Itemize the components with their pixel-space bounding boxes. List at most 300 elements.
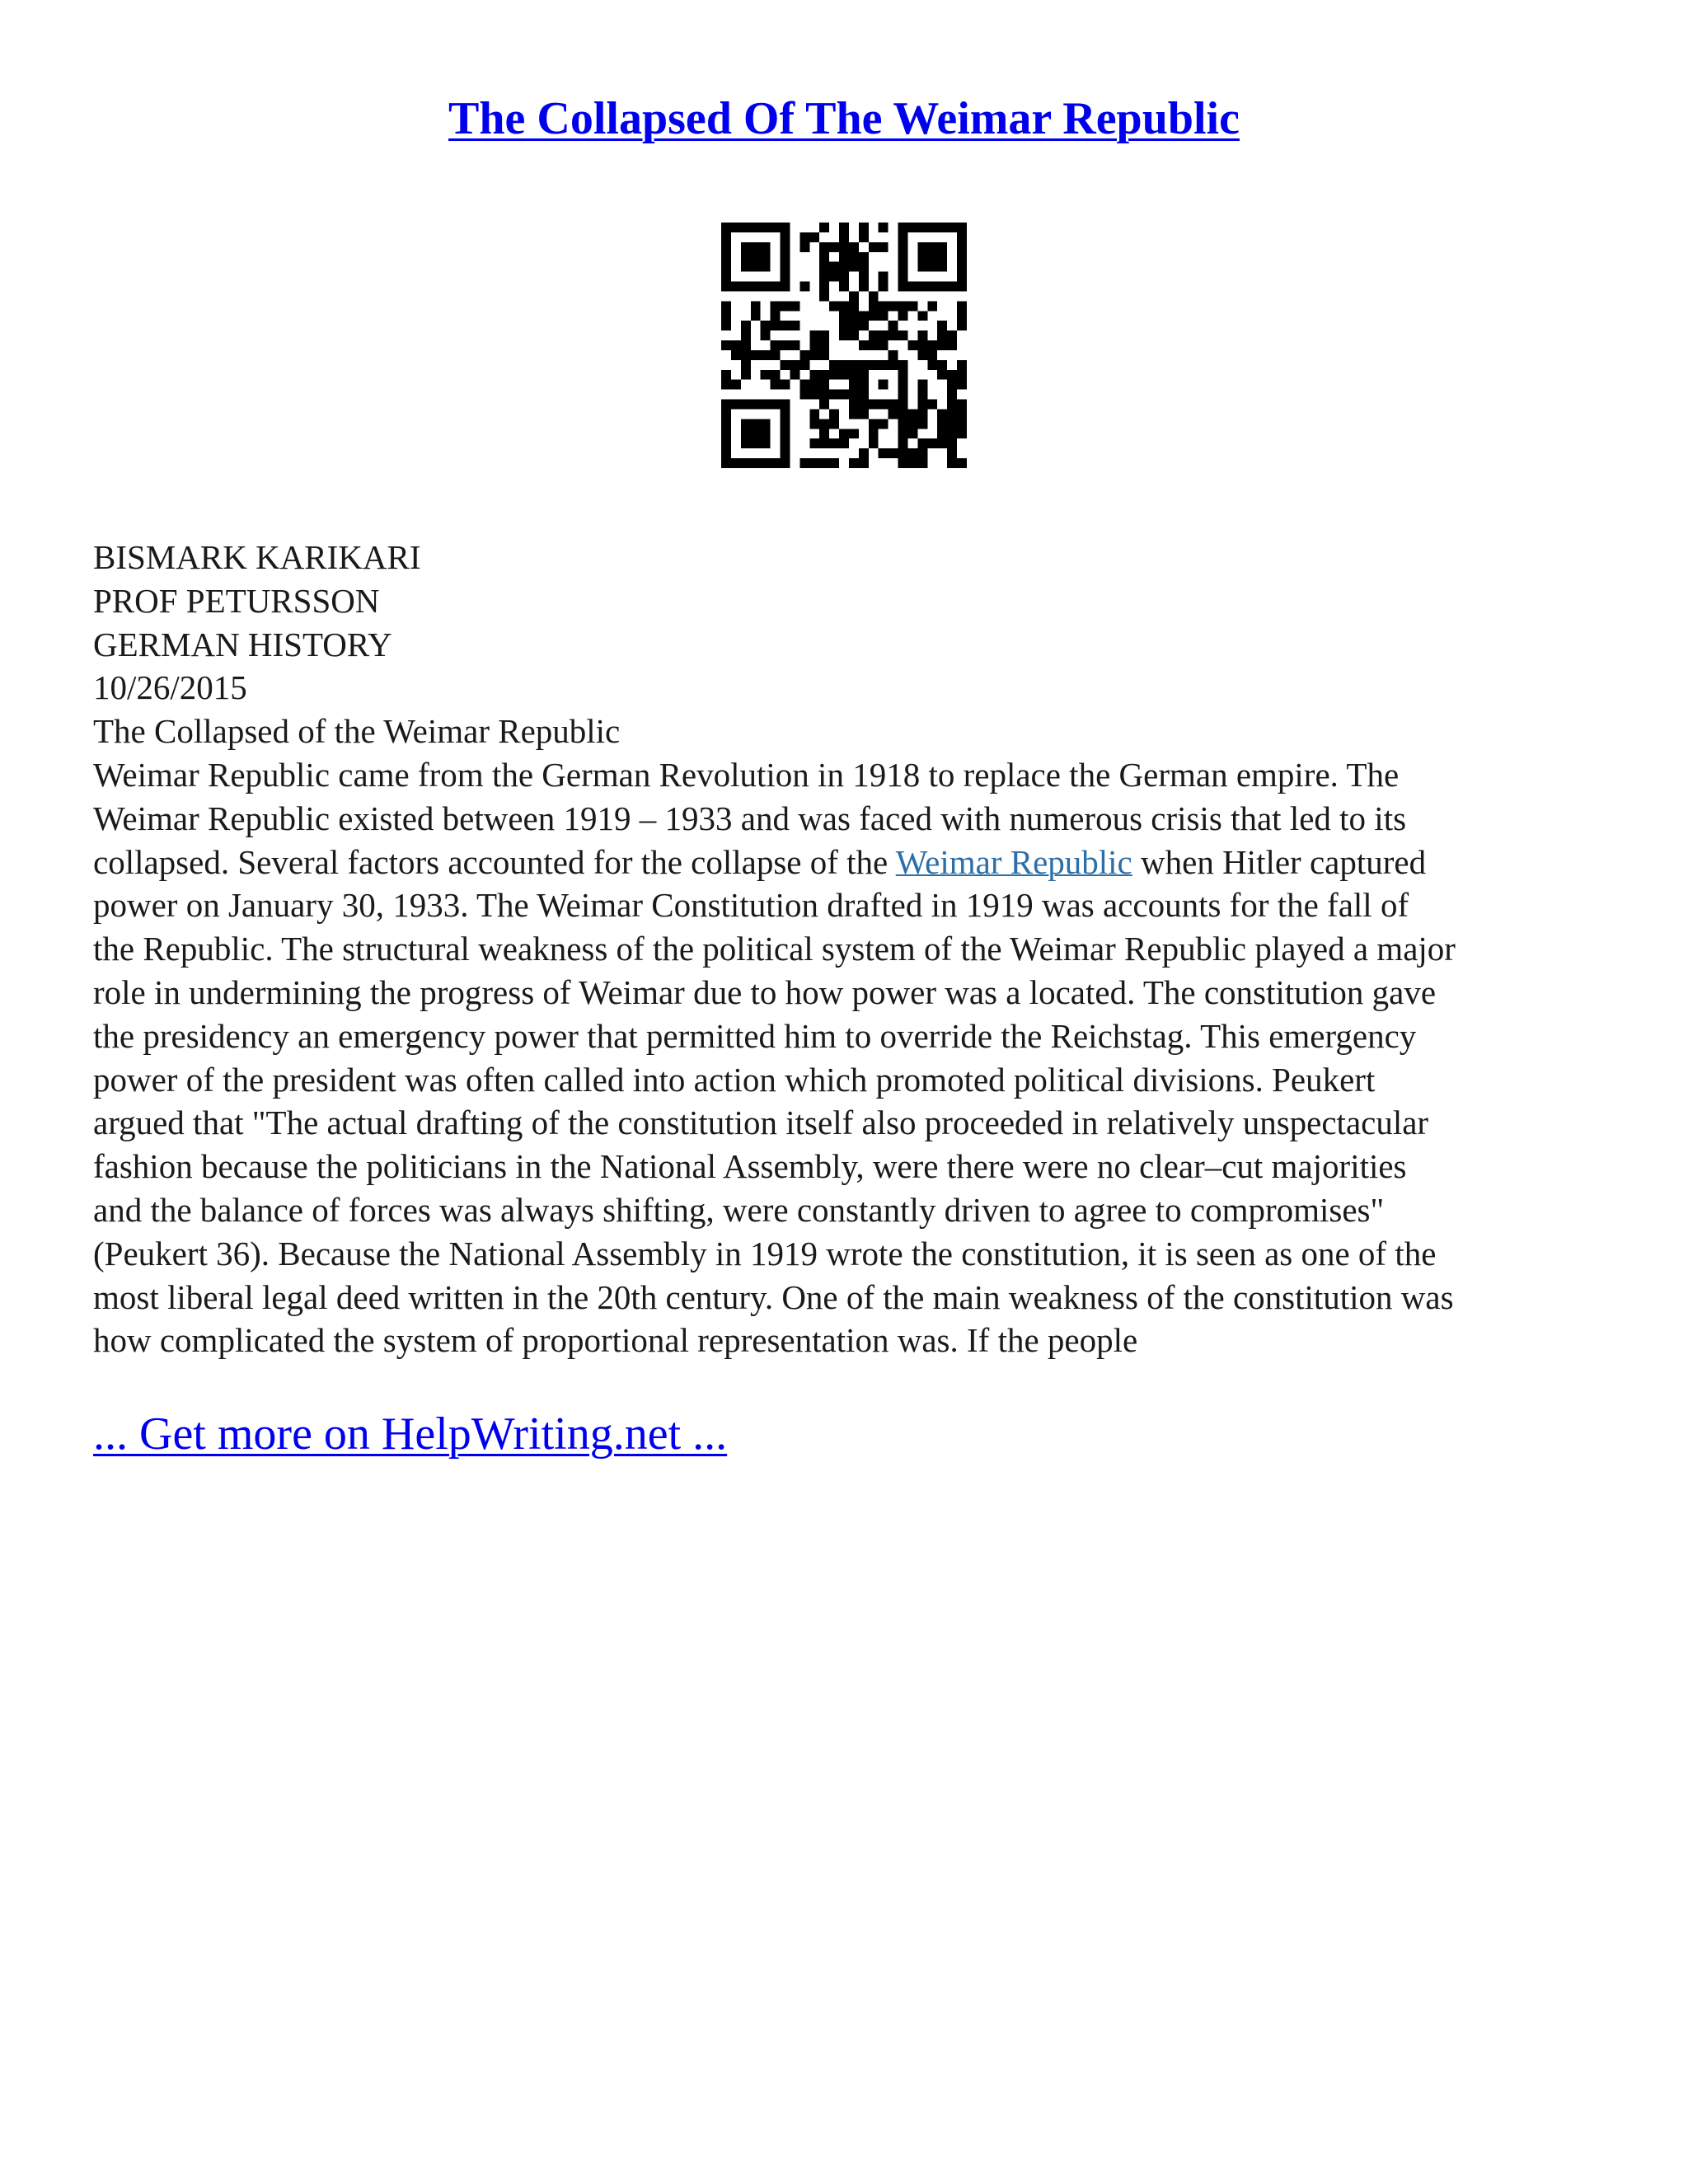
qr-module bbox=[917, 282, 927, 292]
qr-module bbox=[859, 400, 869, 410]
qr-module bbox=[761, 419, 771, 429]
qr-module bbox=[721, 340, 731, 350]
qr-module bbox=[829, 272, 839, 282]
qr-module bbox=[819, 282, 829, 292]
qr-module bbox=[957, 223, 967, 232]
qr-module bbox=[781, 429, 790, 438]
qr-module bbox=[751, 282, 761, 292]
qr-module bbox=[917, 223, 927, 232]
qr-module bbox=[809, 370, 819, 380]
qr-module bbox=[859, 262, 869, 272]
qr-module bbox=[819, 380, 829, 390]
qr-module bbox=[839, 223, 849, 232]
qr-module bbox=[751, 301, 761, 311]
qr-module bbox=[859, 370, 869, 380]
paragraph-line: fashion because the politicians in the National Assembly, were there were no clear–cut majorities bbox=[93, 1147, 1407, 1186]
qr-module bbox=[819, 429, 829, 438]
qr-module bbox=[771, 370, 781, 380]
qr-module bbox=[829, 390, 839, 400]
qr-module bbox=[741, 429, 751, 438]
qr-module bbox=[761, 400, 771, 410]
qr-module bbox=[927, 242, 937, 252]
qr-module bbox=[947, 380, 957, 390]
qr-module bbox=[839, 360, 849, 370]
qr-module bbox=[879, 272, 889, 282]
qr-module bbox=[879, 330, 889, 340]
qr-module bbox=[898, 419, 908, 429]
qr-module bbox=[898, 272, 908, 282]
qr-module bbox=[937, 360, 947, 370]
qr-module bbox=[937, 262, 947, 272]
qr-module bbox=[927, 438, 937, 448]
paragraph-line: Weimar Republic came from the German Revolution in 1918 to replace the German empire. The bbox=[93, 755, 1400, 794]
title-link[interactable]: The Collapsed Of The Weimar Republic bbox=[448, 93, 1240, 144]
qr-module bbox=[839, 232, 849, 242]
qr-module bbox=[859, 232, 869, 242]
qr-module bbox=[869, 301, 879, 311]
qr-module bbox=[761, 262, 771, 272]
get-more-link[interactable]: ... Get more on HelpWriting.net ... bbox=[93, 1408, 728, 1460]
qr-module bbox=[781, 400, 790, 410]
qr-module bbox=[869, 438, 879, 448]
qr-module bbox=[731, 223, 741, 232]
qr-module bbox=[849, 262, 859, 272]
qr-module bbox=[809, 380, 819, 390]
qr-module bbox=[869, 330, 879, 340]
course-line: GERMAN HISTORY bbox=[93, 625, 392, 663]
qr-module bbox=[781, 232, 790, 242]
qr-module bbox=[879, 311, 889, 321]
qr-module bbox=[947, 409, 957, 419]
qr-module bbox=[859, 272, 869, 282]
qr-module bbox=[781, 262, 790, 272]
qr-module bbox=[889, 360, 898, 370]
qr-module bbox=[849, 390, 859, 400]
qr-module bbox=[879, 400, 889, 410]
qr-module bbox=[771, 311, 781, 321]
qr-module bbox=[879, 340, 889, 350]
qr-module bbox=[889, 350, 898, 360]
qr-module bbox=[731, 380, 741, 390]
qr-module bbox=[917, 458, 927, 468]
qr-module bbox=[869, 429, 879, 438]
qr-module bbox=[898, 390, 908, 400]
qr-module bbox=[799, 242, 809, 252]
qr-module bbox=[859, 448, 869, 458]
qr-module bbox=[947, 448, 957, 458]
qr-module bbox=[849, 321, 859, 330]
qr-module bbox=[741, 321, 751, 330]
qr-module bbox=[741, 282, 751, 292]
qr-module bbox=[731, 282, 741, 292]
paragraph-line: power on January 30, 1933. The Weimar Constitution drafted in 1919 was accounts for the fall of bbox=[93, 886, 1409, 925]
qr-module bbox=[917, 438, 927, 448]
qr-module bbox=[937, 340, 947, 350]
qr-module bbox=[849, 370, 859, 380]
qr-module bbox=[741, 340, 751, 350]
qr-module bbox=[957, 252, 967, 262]
qr-module bbox=[761, 242, 771, 252]
qr-module bbox=[839, 330, 849, 340]
qr-module bbox=[898, 301, 908, 311]
qr-module bbox=[781, 419, 790, 429]
qr-module bbox=[809, 340, 819, 350]
qr-module bbox=[799, 458, 809, 468]
qr-module bbox=[809, 419, 819, 429]
qr-module bbox=[781, 252, 790, 262]
qr-module bbox=[898, 282, 908, 292]
qr-module bbox=[917, 242, 927, 252]
qr-module bbox=[819, 330, 829, 340]
qr-module bbox=[898, 360, 908, 370]
essay-title-line: The Collapsed of the Weimar Republic bbox=[93, 712, 621, 751]
qr-module bbox=[799, 390, 809, 400]
qr-module bbox=[790, 370, 799, 380]
qr-module bbox=[731, 340, 741, 350]
qr-module bbox=[927, 360, 937, 370]
qr-module bbox=[771, 282, 781, 292]
qr-module bbox=[859, 458, 869, 468]
paragraph-line: (Peukert 36). Because the National Assembly in 1919 wrote the constitution, it is seen as one of the bbox=[93, 1234, 1437, 1272]
qr-module bbox=[751, 242, 761, 252]
qr-module bbox=[741, 262, 751, 272]
qr-module bbox=[771, 301, 781, 311]
qr-module bbox=[889, 448, 898, 458]
qr-module bbox=[741, 223, 751, 232]
qr-module bbox=[917, 311, 927, 321]
qr-module bbox=[839, 370, 849, 380]
qr-module bbox=[721, 321, 731, 330]
qr-module bbox=[761, 252, 771, 262]
qr-module bbox=[937, 242, 947, 252]
qr-module bbox=[879, 380, 889, 390]
qr-module bbox=[741, 330, 751, 340]
qr-module bbox=[731, 350, 741, 360]
qr-module bbox=[819, 262, 829, 272]
qr-module bbox=[849, 400, 859, 410]
qr-module bbox=[781, 242, 790, 252]
qr-module bbox=[927, 252, 937, 262]
qr-module bbox=[721, 400, 731, 410]
qr-module bbox=[927, 301, 937, 311]
qr-module bbox=[751, 458, 761, 468]
qr-module bbox=[761, 223, 771, 232]
qr-module bbox=[917, 350, 927, 360]
qr-module bbox=[937, 321, 947, 330]
qr-module bbox=[721, 272, 731, 282]
qr-module bbox=[898, 252, 908, 262]
qr-module bbox=[869, 311, 879, 321]
qr-module bbox=[947, 429, 957, 438]
qr-module bbox=[957, 232, 967, 242]
qr-module bbox=[761, 282, 771, 292]
qr-module bbox=[771, 223, 781, 232]
qr-module bbox=[761, 438, 771, 448]
qr-module bbox=[927, 282, 937, 292]
qr-module bbox=[898, 458, 908, 468]
qr-module bbox=[721, 429, 731, 438]
qr-module bbox=[898, 330, 908, 340]
qr-module bbox=[771, 350, 781, 360]
qr-module bbox=[917, 330, 927, 340]
paragraph-line-with-link bbox=[93, 841, 1610, 884]
qr-module bbox=[859, 409, 869, 419]
qr-module bbox=[781, 340, 790, 350]
qr-module bbox=[917, 390, 927, 400]
qr-module bbox=[849, 242, 859, 252]
qr-module bbox=[721, 242, 731, 252]
qr-module bbox=[839, 252, 849, 262]
qr-module bbox=[721, 301, 731, 311]
qr-module bbox=[957, 458, 967, 468]
qr-module bbox=[907, 419, 917, 429]
qr-module bbox=[781, 380, 790, 390]
qr-module bbox=[741, 458, 751, 468]
qr-module bbox=[829, 438, 839, 448]
qr-module bbox=[898, 400, 908, 410]
qr-module bbox=[761, 429, 771, 438]
more-link-container bbox=[93, 1405, 727, 1463]
qr-module bbox=[799, 232, 809, 242]
qr-module bbox=[869, 419, 879, 429]
qr-module bbox=[741, 438, 751, 448]
qr-module bbox=[849, 429, 859, 438]
qr-module bbox=[839, 438, 849, 448]
qr-module bbox=[917, 419, 927, 429]
qr-module bbox=[751, 252, 761, 262]
qr-module bbox=[839, 282, 849, 292]
qr-module bbox=[819, 252, 829, 262]
qr-module bbox=[947, 370, 957, 380]
qr-module bbox=[917, 409, 927, 419]
qr-module bbox=[849, 458, 859, 468]
qr-module bbox=[809, 390, 819, 400]
qr-module bbox=[781, 458, 790, 468]
qr-module bbox=[957, 321, 967, 330]
qr-module bbox=[937, 330, 947, 340]
qr-module bbox=[849, 291, 859, 301]
qr-module bbox=[859, 380, 869, 390]
qr-module bbox=[761, 370, 771, 380]
qr-module bbox=[781, 438, 790, 448]
paragraph-line: Weimar Republic existed between 1919 – 1933 and was faced with numerous crisis that led to its bbox=[93, 799, 1407, 837]
qr-module bbox=[849, 311, 859, 321]
qr-module bbox=[751, 400, 761, 410]
paragraph-text: when Hitler captured bbox=[1132, 842, 1427, 881]
qr-module bbox=[829, 458, 839, 468]
qr-module bbox=[721, 232, 731, 242]
qr-module bbox=[721, 311, 731, 321]
qr-module bbox=[947, 390, 957, 400]
qr-module bbox=[839, 321, 849, 330]
qr-module bbox=[927, 223, 937, 232]
qr-module bbox=[741, 350, 751, 360]
qr-module bbox=[721, 458, 731, 468]
qr-module bbox=[809, 232, 819, 242]
qr-module bbox=[859, 311, 869, 321]
qr-module bbox=[819, 242, 829, 252]
qr-module bbox=[731, 458, 741, 468]
paragraph-line: how complicated the system of proportional representation was. If the people bbox=[93, 1321, 1138, 1360]
qr-module bbox=[957, 272, 967, 282]
qr-module bbox=[898, 438, 908, 448]
qr-module bbox=[781, 301, 790, 311]
qr-module bbox=[781, 282, 790, 292]
qr-module bbox=[898, 429, 908, 438]
qr-module bbox=[898, 311, 908, 321]
qr-module bbox=[898, 242, 908, 252]
qr-module bbox=[761, 350, 771, 360]
qr-module bbox=[741, 252, 751, 262]
qr-module bbox=[947, 330, 957, 340]
qr-module bbox=[799, 360, 809, 370]
qr-module bbox=[907, 223, 917, 232]
qr-module bbox=[721, 262, 731, 272]
weimar-republic-link[interactable]: Weimar Republic bbox=[895, 842, 1132, 881]
qr-module bbox=[849, 409, 859, 419]
qr-module bbox=[917, 448, 927, 458]
qr-module bbox=[859, 321, 869, 330]
qr-module bbox=[829, 301, 839, 311]
qr-module bbox=[849, 380, 859, 390]
qr-module bbox=[859, 282, 869, 292]
qr-module bbox=[907, 282, 917, 292]
qr-module bbox=[937, 282, 947, 292]
qr-module bbox=[907, 458, 917, 468]
qr-module bbox=[927, 340, 937, 350]
qr-module bbox=[799, 380, 809, 390]
qr-module bbox=[721, 419, 731, 429]
qr-module bbox=[917, 380, 927, 390]
qr-module bbox=[809, 350, 819, 360]
qr-module bbox=[879, 301, 889, 311]
paragraph-text: collapsed. Several factors accounted for the collapse of the bbox=[93, 842, 896, 881]
qr-module bbox=[869, 400, 879, 410]
date-line: 10/26/2015 bbox=[93, 668, 247, 707]
qr-module bbox=[829, 360, 839, 370]
qr-module bbox=[947, 419, 957, 429]
qr-module bbox=[839, 262, 849, 272]
qr-module bbox=[957, 380, 967, 390]
author-line: BISMARK KARIKARI bbox=[93, 538, 421, 576]
qr-module bbox=[879, 282, 889, 292]
qr-module bbox=[907, 409, 917, 419]
qr-module bbox=[917, 262, 927, 272]
qr-module bbox=[917, 340, 927, 350]
qr-module bbox=[741, 400, 751, 410]
qr-module bbox=[741, 360, 751, 370]
qr-module bbox=[781, 321, 790, 330]
qr-module bbox=[781, 360, 790, 370]
qr-module bbox=[879, 242, 889, 252]
paragraph-line: the presidency an emergency power that permitted him to override the Reichstag. This emergency bbox=[93, 1016, 1417, 1055]
paragraph-line: role in undermining the progress of Weimar due to how power was a located. The constitution gave bbox=[93, 972, 1437, 1011]
qr-module bbox=[819, 438, 829, 448]
qr-module bbox=[917, 252, 927, 262]
qr-module bbox=[829, 419, 839, 429]
qr-module bbox=[879, 223, 889, 232]
qr-module bbox=[721, 438, 731, 448]
qr-module bbox=[819, 272, 829, 282]
qr-module bbox=[799, 282, 809, 292]
qr-module bbox=[819, 419, 829, 429]
qr-module bbox=[839, 390, 849, 400]
document-body bbox=[93, 536, 1610, 1362]
qr-module bbox=[957, 282, 967, 292]
qr-module bbox=[721, 380, 731, 390]
qr-module bbox=[761, 330, 771, 340]
qr-module bbox=[869, 360, 879, 370]
qr-module bbox=[829, 370, 839, 380]
qr-module bbox=[869, 291, 879, 301]
page-title bbox=[0, 89, 1688, 148]
qr-module bbox=[889, 409, 898, 419]
qr-module bbox=[947, 223, 957, 232]
qr-module bbox=[927, 350, 937, 360]
qr-module bbox=[859, 360, 869, 370]
qr-module bbox=[849, 360, 859, 370]
qr-module bbox=[829, 262, 839, 272]
qr-module bbox=[879, 360, 889, 370]
qr-module bbox=[859, 340, 869, 350]
qr-module bbox=[937, 223, 947, 232]
qr-module bbox=[771, 400, 781, 410]
qr-module bbox=[937, 438, 947, 448]
qr-module bbox=[869, 242, 879, 252]
qr-module bbox=[751, 223, 761, 232]
qr-module bbox=[839, 242, 849, 252]
qr-module bbox=[771, 340, 781, 350]
qr-module bbox=[937, 370, 947, 380]
qr-module bbox=[721, 448, 731, 458]
qr-module bbox=[809, 458, 819, 468]
qr-module bbox=[907, 429, 917, 438]
qr-module bbox=[937, 419, 947, 429]
qr-module bbox=[859, 252, 869, 262]
qr-module bbox=[879, 448, 889, 458]
qr-module bbox=[721, 370, 731, 380]
qr-module bbox=[790, 301, 799, 311]
qr-module bbox=[819, 291, 829, 301]
qr-module bbox=[947, 458, 957, 468]
qr-module bbox=[721, 223, 731, 232]
qr-module bbox=[721, 252, 731, 262]
qr-module bbox=[839, 429, 849, 438]
qr-module bbox=[790, 321, 799, 330]
qr-module bbox=[849, 301, 859, 311]
qr-module bbox=[751, 419, 761, 429]
paragraph-line: power of the president was often called into action which promoted political divisions. Peukert bbox=[93, 1060, 1376, 1099]
qr-module bbox=[819, 340, 829, 350]
paragraph-line: argued that "The actual drafting of the constitution itself also proceeded in relatively unspectacular bbox=[93, 1104, 1429, 1142]
qr-module bbox=[751, 262, 761, 272]
qr-module bbox=[819, 370, 829, 380]
qr-module bbox=[889, 400, 898, 410]
professor-line: PROF PETURSSON bbox=[93, 581, 380, 620]
qr-module bbox=[898, 232, 908, 242]
qr-module bbox=[771, 380, 781, 390]
qr-module bbox=[937, 252, 947, 262]
qr-module bbox=[819, 400, 829, 410]
qr-module bbox=[859, 390, 869, 400]
qr-module bbox=[819, 223, 829, 232]
qr-module bbox=[947, 340, 957, 350]
qr-module bbox=[907, 301, 917, 311]
qr-module bbox=[751, 350, 761, 360]
qr-module bbox=[781, 409, 790, 419]
qr-module bbox=[957, 370, 967, 380]
qr-module bbox=[957, 409, 967, 419]
